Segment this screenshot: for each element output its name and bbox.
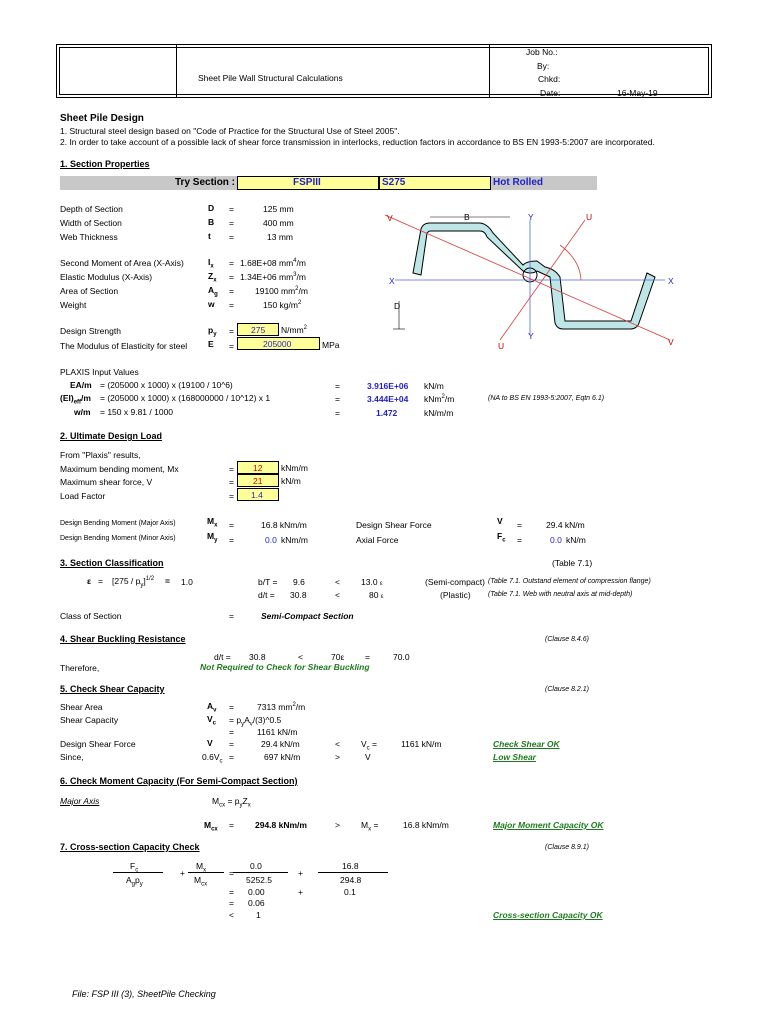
cross-section-ok: Cross-section Capacity OK [493, 910, 603, 920]
dbm-minor-value: 0.0 [265, 535, 277, 545]
dt-label: d/t = [258, 590, 275, 600]
section-7-heading: 7. Cross-section Capacity Check [60, 842, 200, 852]
dbm-major-symbol: $M_x$ [207, 516, 218, 529]
design-shear-label: Design Shear Force [356, 520, 432, 530]
diagram-label-u-top: U [586, 212, 593, 222]
moment-label: Second Moment of Area (X-Axis) [60, 258, 184, 268]
shear-capacity-symbol: $V_c$ [207, 714, 217, 727]
date-value: 16-May-19 [617, 88, 658, 98]
elastic-unit: MPa [322, 340, 340, 350]
diagram-label-v-bottom: V [668, 337, 674, 347]
bt-lt: < [335, 577, 340, 587]
s6-mx-value: 16.8 kNm/m [403, 820, 449, 830]
s4-dt-value: 30.8 [249, 652, 266, 662]
diagram-label-d: D [394, 301, 401, 311]
grade-value: S275 [382, 177, 406, 188]
try-section-label: Try Section : [175, 177, 236, 188]
s7-val-3: 16.8 [342, 861, 359, 871]
strength-label: Design Strength [60, 326, 121, 336]
modulus-label: Elastic Modulus (X-Axis) [60, 272, 153, 282]
s7-eq-3: = [229, 898, 234, 908]
epsilon-value: 1.0 [181, 577, 193, 587]
modulus-eq: = [229, 272, 234, 282]
web-value: 13 mm [267, 232, 293, 242]
chkd-label: Chkd: [538, 74, 561, 84]
page-heading: Sheet Pile Design [60, 113, 144, 124]
section-3-ref: (Table 7.1) [552, 558, 593, 568]
class-value: Semi-Compact Section [261, 611, 354, 621]
s5-vc-symbol: $V_c$ = [361, 739, 377, 752]
s7-frac-line-4 [318, 872, 388, 873]
shear-capacity-expr: = $p_yA_v/(3)\^{}0.5$ [229, 715, 282, 728]
area-value: 19100 $mm^2/m$ [255, 286, 308, 296]
strength-unit: $N/mm^2$ [281, 325, 308, 335]
section-4-clause: (Clause 8.4.6) [545, 636, 589, 643]
shear-capacity-label: Shear Capacity [60, 715, 119, 725]
class-eq: = [229, 611, 234, 621]
s5-since-eq: = [229, 752, 234, 762]
major-axis-label: Major Axis [60, 796, 100, 806]
area-label: Area of Section [60, 286, 119, 296]
mcx-label: $M_{cx}$ [204, 820, 218, 833]
dbm-major-eq: = [229, 520, 234, 530]
s7-eq-2: = [229, 887, 234, 897]
section-4-heading: 4. Shear Buckling Resistance [60, 634, 186, 644]
check-shear-ok: Check Shear OK [493, 739, 560, 749]
moment-eq: = [229, 258, 234, 268]
strength-eq: = [229, 326, 234, 336]
section-6-heading: 6. Check Moment Capacity (For Semi-Compact Section) [60, 776, 298, 786]
weight-symbol: w [208, 299, 215, 309]
depth-symbol: D [208, 203, 215, 213]
section-value: FSPIII [293, 177, 321, 188]
design-shear-value: 29.4 kN/m [546, 520, 585, 530]
job-label: Job No.: [526, 47, 558, 57]
s5-lt: < [335, 739, 340, 749]
plaxis-w-unit: kN/m/m [424, 408, 454, 418]
shear-area-label: Shear Area [60, 702, 103, 712]
s7-agpy: $A_gp_y$ [126, 875, 143, 888]
s5-gt: > [335, 752, 340, 762]
s7-sum: 0.06 [248, 898, 265, 908]
elastic-eq: = [229, 341, 234, 351]
width-symbol: B [208, 217, 215, 227]
dbm-major-label: Design Bending Moment (Major Axis) [60, 520, 176, 527]
strength-symbol: $p_y$ [208, 325, 217, 338]
diagram-label-x-right: X [668, 276, 674, 286]
diagram-label-y-top: Y [528, 212, 534, 222]
dt-class: (Plastic) [440, 590, 471, 600]
plaxis-w-value: 1.472 [376, 408, 398, 418]
elastic-label: The Modulus of Elasticity for steel [60, 341, 188, 351]
intro-line-1: 1. Structural steel design based on "Code of Practice for the Structural Use of Steel 2005". [60, 126, 400, 136]
s5-v: V [365, 752, 371, 762]
depth-eq: = [229, 204, 234, 214]
s7-res-2: 0.1 [344, 887, 356, 897]
web-eq: = [229, 232, 234, 242]
s4-limit: 70ε [331, 652, 345, 662]
plaxis-ei-value: 3.444E+04 [367, 394, 409, 404]
s7-frac-line-2 [188, 872, 224, 873]
mx-eq: = [229, 464, 234, 474]
s6-gt: > [335, 820, 340, 830]
moment-value: 1.68E+08 $mm^4/m$ [240, 258, 306, 268]
mx-value: 12 [253, 463, 263, 473]
s4-result: Not Required to Check for Shear Buckling [200, 662, 370, 672]
dt-limit: 80 ε [369, 590, 384, 600]
s5-since: Since, [60, 752, 84, 762]
s5-dsf-label: Design Shear Force [60, 739, 136, 749]
plaxis-ei-expr: = (205000 x 1000) x (168000000 / 10^12) x 1 [100, 393, 271, 403]
modulus-symbol: $Z_x$ [208, 271, 217, 284]
mcx-formula: $M_{cx} = p_yZ_x$ [212, 796, 251, 809]
elastic-value: 205000 [263, 339, 292, 349]
type-value: Hot Rolled [493, 177, 543, 188]
s7-plus-1: + [180, 868, 185, 878]
bt-note: (Table 7.1. Outstand element of compression flange) [488, 578, 651, 585]
mx-label: Maximum bending moment, Mx [60, 464, 179, 474]
section-7-clause: (Clause 8.9.1) [545, 844, 589, 851]
weight-value: 150 $kg/m^2$ [263, 300, 302, 310]
moment-capacity-ok: Major Moment Capacity OK [493, 820, 604, 830]
load-factor-eq: = [229, 491, 234, 501]
s7-lt: < [229, 910, 234, 920]
bt-label: b/T = [258, 577, 278, 587]
s7-mx: $M_x$ [196, 861, 207, 874]
header-box [56, 44, 712, 98]
moment-symbol: $I_x$ [208, 257, 214, 270]
bt-value: 9.6 [293, 577, 305, 587]
s4-dt-label: d/t = [214, 652, 231, 662]
dt-note: (Table 7.1. Web with neutral axis at mid-depth) [488, 591, 633, 598]
s7-plus-3: + [298, 887, 303, 897]
class-label: Class of Section [60, 611, 122, 621]
diagram-label-x-left: X [389, 276, 395, 286]
width-value: 400 mm [263, 218, 294, 228]
s7-val-1: 0.0 [250, 861, 262, 871]
epsilon-eq: = [98, 576, 103, 586]
v-unit: kN/m [281, 476, 301, 486]
s4-lt: < [298, 652, 303, 662]
plaxis-ei-note: (NA to BS EN 1993-5:2007, Eqtn 6.1) [488, 395, 605, 402]
axial-force-eq: = [517, 535, 522, 545]
date-label: Date: [540, 88, 561, 98]
diagram-label-b: B [464, 212, 470, 222]
design-shear-symbol: V [497, 516, 503, 526]
s5-vc-value: 1161 kN/m [401, 739, 442, 749]
low-shear: Low Shear [493, 752, 536, 762]
plaxis-ea-unit: kN/m [424, 381, 444, 391]
dt-value: 30.8 [290, 590, 307, 600]
elastic-symbol: E [208, 339, 214, 349]
s7-frac-line-1 [113, 872, 163, 873]
v-value: 21 [253, 476, 263, 486]
dbm-minor-label: Design Bending Moment (Minor Axis) [60, 535, 176, 542]
plaxis-ea-eq: = [335, 381, 340, 391]
s7-limit: 1 [256, 910, 261, 920]
modulus-value: 1.34E+06 $mm^3/m$ [240, 272, 306, 282]
s4-eq: = [365, 652, 370, 662]
mcx-eq: = [229, 820, 234, 830]
s4-therefore: Therefore, [60, 663, 100, 673]
plaxis-ei-eq: = [335, 394, 340, 404]
s5-dsf-symbol: V [207, 738, 213, 748]
diagram-label-y-bottom: Y [528, 331, 534, 341]
s7-frac-line-3 [233, 872, 288, 873]
s5-since-symbol: $0.6V_c$ [202, 752, 223, 765]
header-title: Sheet Pile Wall Structural Calculations [198, 73, 343, 83]
dt-lt: < [335, 590, 340, 600]
axial-force-symbol: $F_c$ [497, 531, 506, 544]
by-label: By: [537, 61, 550, 71]
s6-mx-symbol: $M_x$ = [361, 820, 379, 833]
section-5-clause: (Clause 8.2.1) [545, 686, 589, 693]
plaxis-ei-label: $(EI)_{eff}/m$ [60, 393, 91, 406]
plaxis-ea-expr: = (205000 x 1000) x (19100 / 10^6) [100, 380, 233, 390]
shear-capacity-value: 1161 kN/m [257, 727, 298, 737]
s5-since-value: 697 kN/m [264, 752, 301, 762]
dbm-minor-symbol: $M_y$ [207, 531, 218, 544]
weight-label: Weight [60, 300, 87, 310]
plaxis-ea-label: EA/m [70, 380, 92, 390]
plaxis-w-expr: = 150 x 9.81 / 1000 [100, 407, 174, 417]
s7-mcx: $M_{cx}$ [194, 875, 208, 888]
section-1-heading: 1. Section Properties [60, 159, 150, 169]
epsilon-eq-2: = [165, 576, 170, 586]
section-5-heading: 5. Check Shear Capacity [60, 684, 165, 694]
bt-class: (Semi-compact) [425, 577, 485, 587]
s5-dsf-value: 29.4 kN/m [261, 739, 300, 749]
area-symbol: $A_g$ [208, 285, 218, 298]
footer-file: File: FSP III (3), SheetPile Checking [72, 989, 216, 999]
intro-line-2: 2. In order to take account of a possible lack of shear force transmission in interlocks, reduction factors in accordance to BS EN 1993-5:2007 are incorporated. [60, 137, 655, 147]
dbm-minor-unit: kNm/m [281, 535, 308, 545]
s7-val-2: 5252.5 [246, 875, 272, 885]
mx-unit: kNm/m [281, 463, 308, 473]
shear-capacity-eq: = [229, 727, 234, 737]
plaxis-heading: PLAXIS Input Values [60, 367, 139, 377]
plaxis-ei-unit: kNm$^2$/m [424, 394, 455, 404]
depth-value: 125 mm [263, 204, 294, 214]
load-factor-value: 1.4 [251, 490, 263, 500]
axial-force-label: Axial Force [356, 535, 399, 545]
diagram-label-u-bottom: U [498, 341, 505, 351]
s7-plus-2: + [298, 868, 303, 878]
s7-eq-1: = [229, 868, 234, 878]
bt-limit: 13.0 ε [361, 577, 383, 587]
shear-area-eq: = [229, 702, 234, 712]
axial-force-value: 0.0 [550, 535, 562, 545]
diagram-label-v-top: V [387, 213, 393, 223]
s7-fc: $F_c$ [130, 861, 139, 874]
area-eq: = [229, 286, 234, 296]
epsilon-expr: $[275 / p_y]^{1/2}$ [112, 576, 155, 589]
s7-val-4: 294.8 [340, 875, 362, 885]
plaxis-w-label: w/m [74, 407, 91, 417]
dbm-minor-eq: = [229, 535, 234, 545]
shear-area-symbol: $A_v$ [207, 701, 217, 714]
epsilon-symbol: ε [87, 576, 92, 586]
v-label: Maximum shear force, V [60, 477, 153, 487]
web-label: Web Thickness [60, 232, 118, 242]
dbm-major-value: 16.8 kNm/m [261, 520, 307, 530]
design-shear-eq: = [517, 520, 522, 530]
plaxis-results-label: From "Plaxis" results, [60, 450, 141, 460]
width-label: Width of Section [60, 218, 122, 228]
plaxis-w-eq: = [335, 408, 340, 418]
load-factor-label: Load Factor [60, 491, 106, 501]
depth-label: Depth of Section [60, 204, 123, 214]
width-eq: = [229, 218, 234, 228]
shear-area-value: 7313 $mm^2/m$ [257, 702, 306, 712]
s7-res-1: 0.00 [248, 887, 265, 897]
section-3-heading: 3. Section Classification [60, 558, 164, 568]
v-eq: = [229, 477, 234, 487]
s4-limit-value: 70.0 [393, 652, 410, 662]
web-symbol: t [208, 231, 211, 241]
mcx-value: 294.8 kNm/m [255, 820, 307, 830]
axial-force-unit: kN/m [566, 535, 586, 545]
s5-dsf-eq: = [229, 739, 234, 749]
strength-value: 275 [251, 325, 266, 335]
plaxis-ea-value: 3.916E+06 [367, 381, 409, 391]
section-2-heading: 2. Ultimate Design Load [60, 431, 163, 441]
weight-eq: = [229, 300, 234, 310]
